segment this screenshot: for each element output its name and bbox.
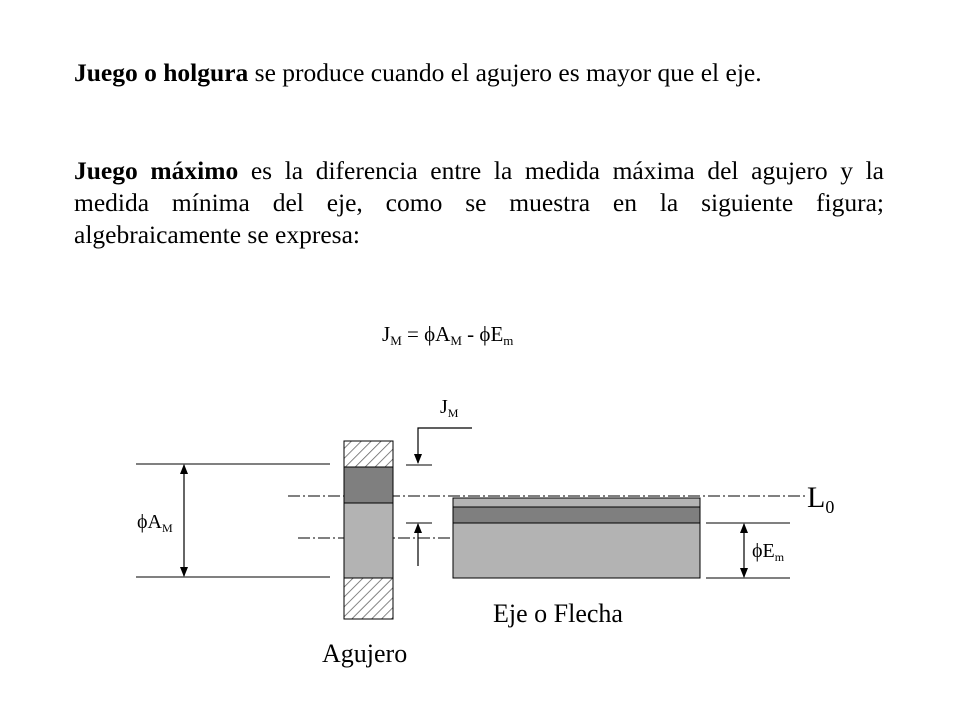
formula-lhs-sub: M xyxy=(390,333,402,348)
jm-leader-line xyxy=(418,428,472,463)
hole-hatch-top xyxy=(344,441,393,467)
am-label: $\phi A_M$ xyxy=(137,511,173,535)
hole-section xyxy=(344,441,393,619)
em-label: $\phi E_m$ xyxy=(752,540,785,564)
term-juego-maximo: Juego máximo xyxy=(74,156,239,185)
hole-hatch-bottom xyxy=(344,578,393,619)
formula-minus: - xyxy=(461,322,480,346)
definition-juego-holgura: se produce cuando el agujero es mayor que el eje. xyxy=(248,58,762,87)
formula-term2-sub: m xyxy=(503,333,514,348)
formula-lhs: J xyxy=(382,322,391,346)
shaft-caption: Eje o Flecha xyxy=(493,599,623,628)
formula-term1-sub: M xyxy=(450,333,462,348)
hole-caption: Agujero xyxy=(322,639,408,668)
l0-label: $L_0$ xyxy=(807,481,835,517)
shaft-tolerance-band xyxy=(453,507,700,523)
formula-term1: ϕA xyxy=(424,322,451,346)
shaft-top-strip xyxy=(453,498,700,507)
formula-equals: = xyxy=(401,322,425,346)
term-juego-holgura: Juego o holgura xyxy=(74,58,249,87)
hole-base-fill xyxy=(344,503,393,578)
hole-tolerance-band xyxy=(344,467,393,503)
jm-label: $J_M$ xyxy=(440,396,459,420)
shaft-section xyxy=(453,498,700,578)
formula-term2: ϕE xyxy=(479,322,504,346)
definition-juego-maximo: es la diferencia entre la medida máxima del agujero y la medida mínima del eje, como se muestra en la siguiente figura; algebraicamente se expresa: xyxy=(74,156,884,249)
shaft-base-fill xyxy=(453,523,700,578)
